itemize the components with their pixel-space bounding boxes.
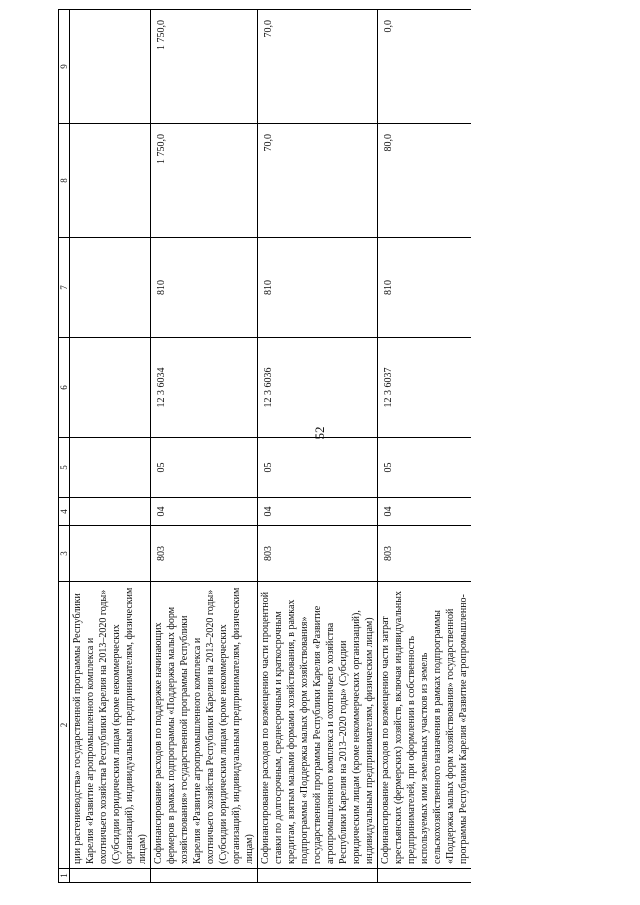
row-name-cell: ции растениеводства» государственной программы Республики Карелия «Развитие агропромышленного комплекса и охотничьего хозяйства Республики Карелия на 2013–2020 годы» (Субсидии юридическим лицам (кроме некоммерческих организаций), индивидуальным предпринимателям, физическим лицам)	[70, 582, 151, 869]
cell-expense-type	[70, 238, 151, 338]
row-index-cell	[258, 869, 378, 883]
cell-expense-type: 810	[258, 238, 378, 338]
cell-amount-2	[70, 10, 151, 124]
cell-amount-1: 80,0	[378, 124, 472, 238]
cell-expense-type: 810	[151, 238, 258, 338]
cell-ministry: 803	[258, 526, 378, 582]
col-header-4: 4	[59, 498, 70, 526]
cell-expense-type: 810	[378, 238, 472, 338]
row-name-cell: Софинансирование расходов по возмещению части затрат крестьянских (фермерских) хозяйств, включая индивидуальных предпринимателей, при оформлении в собственность используемых ими земельных участков из земель сельскохозяйственного назначения в рамках подпрограммы «Поддержка малых форм хозяйствования» государственной программы Республики Карелия «Развитие агропромышленно-	[378, 582, 472, 869]
cell-target-item: 12 3 6034	[151, 338, 258, 438]
cell-target-item: 12 3 6036	[258, 338, 378, 438]
budget-table	[58, 9, 471, 883]
col-header-3: 3	[59, 526, 70, 582]
cell-section	[70, 498, 151, 526]
col-header-6: 6	[59, 338, 70, 438]
col-header-8: 8	[59, 124, 70, 238]
cell-amount-1: 70,0	[258, 124, 378, 238]
cell-amount-1: 1 750,0	[151, 124, 258, 238]
column-number-header	[59, 10, 70, 883]
budget-table-sheet	[58, 10, 640, 883]
cell-section: 04	[151, 498, 258, 526]
row-name-cell: Софинансирование расходов по поддержке начинающих фермеров в рамках подпрограммы «Поддержка малых форм хозяйствования» государственной программы Республики Карелия «Развитие агропромышленного комплекса и охотничьего хозяйства Республики Карелия на 2013–2020 годы» (Субсидии юридическим лицам (кроме некоммерческих организаций), индивидуальным предпринимателям, физическим лицам)	[151, 582, 258, 869]
col-header-9: 9	[59, 10, 70, 124]
table-row	[258, 10, 378, 883]
cell-subsection	[70, 438, 151, 498]
col-header-7: 7	[59, 238, 70, 338]
cell-section: 04	[258, 498, 378, 526]
row-name-cell: Софинансирование расходов по возмещению части процентной ставки по долгосрочным, среднесрочным и краткосрочным кредитам, взятым малыми формами хозяйствования, в рамках подпрограммы «Поддержка малых форм хозяйствования» государственной программы Республики Карелия «Развитие агропромышленного комплекса и охотничьего хозяйства Республики Карелия на 2013–2020 годы» (Субсидии юридическим лицам (кроме некоммерческих организаций), индивидуальным предпринимателям, физическим лицам)	[258, 582, 378, 869]
cell-amount-1	[70, 124, 151, 238]
table-row	[378, 10, 472, 883]
page-number: 52	[312, 426, 327, 440]
cell-target-item: 12 3 6037	[378, 338, 472, 438]
cell-section: 04	[378, 498, 472, 526]
table-row	[70, 10, 151, 883]
row-index-cell	[70, 869, 151, 883]
col-header-5: 5	[59, 438, 70, 498]
cell-target-item	[70, 338, 151, 438]
cell-amount-2: 0,0	[378, 10, 472, 124]
cell-subsection: 05	[258, 438, 378, 498]
cell-ministry: 803	[151, 526, 258, 582]
cell-ministry	[70, 526, 151, 582]
cell-subsection: 05	[378, 438, 472, 498]
row-index-cell	[378, 869, 472, 883]
cell-ministry: 803	[378, 526, 472, 582]
table-row	[151, 10, 258, 883]
col-header-2: 2	[59, 582, 70, 869]
col-header-1: 1	[59, 869, 70, 883]
row-index-cell	[151, 869, 258, 883]
cell-subsection: 05	[151, 438, 258, 498]
cell-amount-2: 1 750,0	[151, 10, 258, 124]
cell-amount-2: 70,0	[258, 10, 378, 124]
